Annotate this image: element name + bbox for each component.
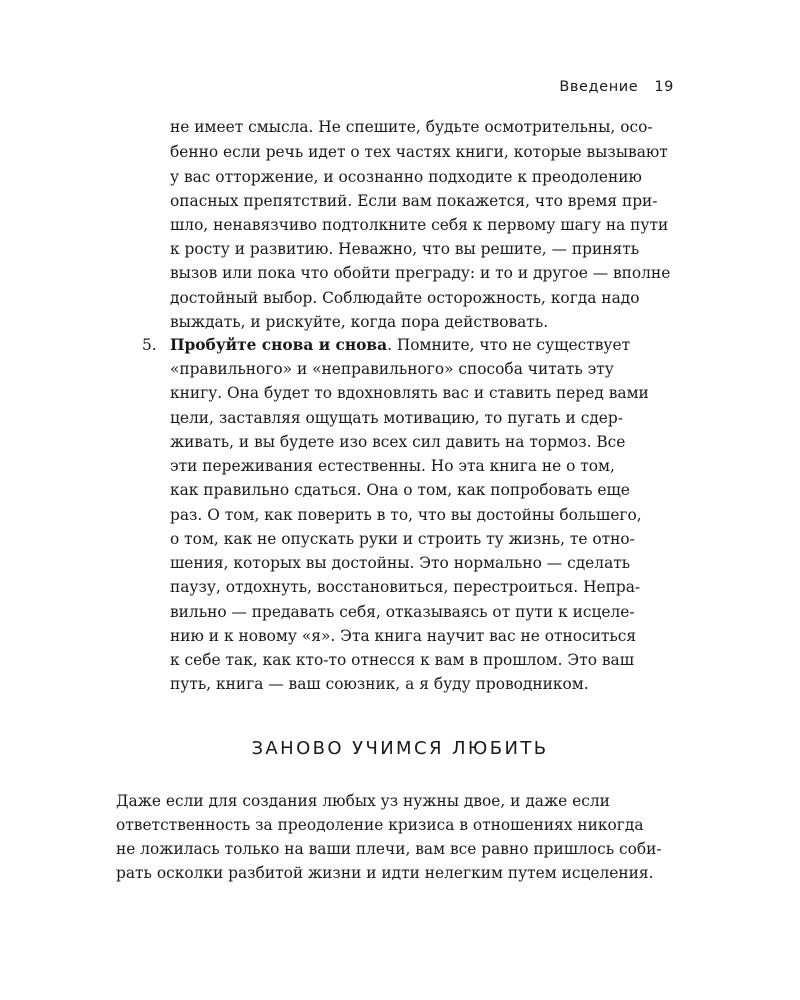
text-line: опасных препятствий. Если вам покажется, что время при- xyxy=(170,192,658,210)
text-line: «правильного» и «неправильного» способа читать эту xyxy=(170,360,614,378)
text-line: ответственность за преодоление кризиса в отношениях никогда xyxy=(116,816,644,834)
text-line: к себе так, как кто-то отнесся к вам в прошлом. Это ваш xyxy=(170,651,635,669)
text-line: цели, заставляя ощущать мотивацию, то пугать и сдер- xyxy=(170,409,623,427)
running-head xyxy=(559,79,674,95)
text-line: о том, как не опускать руки и строить ту жизнь, те отно- xyxy=(170,530,635,548)
text-line: не имеет смысла. Не спешите, будьте осмотрительны, осо- xyxy=(170,118,653,136)
text-line: книгу. Она будет то вдохновлять вас и ставить перед вами xyxy=(170,384,649,402)
text-line: бенно если речь идет о тех частях книги, которые вызывают xyxy=(170,143,668,161)
text-line: вильно — предавать себя, отказываясь от пути к исцеле- xyxy=(170,603,635,621)
text-line: рать осколки разбитой жизни и идти нелегким путем исцеления. xyxy=(116,864,654,882)
page-number: 19 xyxy=(654,79,674,95)
text-line: шения, которых вы достойны. Это нормально — сделать xyxy=(170,554,631,572)
text-line: Даже если для создания любых уз нужны двое, и даже если xyxy=(116,792,610,810)
text-line: достойный выбор. Соблюдайте осторожность, когда надо xyxy=(170,289,640,307)
text-line: раз. О том, как поверить в то, что вы достойны большего, xyxy=(170,506,642,524)
text-span: . Помните, что не существует xyxy=(387,336,631,354)
bold-lead: Пробуйте снова и снова xyxy=(170,336,388,354)
text-line: эти переживания естественны. Но эта книга не о том, xyxy=(170,457,615,475)
running-head-section: Введение xyxy=(559,79,639,95)
text-line: паузу, отдохнуть, восстановиться, перестроиться. Непра- xyxy=(170,578,641,596)
text-line: путь, книга — ваш союзник, а я буду проводником. xyxy=(170,675,589,693)
text-line: шло, ненавязчиво подтолкните себя к первому шагу на пути xyxy=(170,216,669,234)
text-line: не ложилась только на ваши плечи, вам все равно пришлось соби- xyxy=(116,840,662,858)
section-heading: ЗАНОВО УЧИМСЯ ЛЮБИТЬ xyxy=(251,738,549,759)
text-line: у вас отторжение, и осознанно подходите к преодолению xyxy=(170,168,642,186)
text-line: нию и к новому «я». Эта книга научит вас не относиться xyxy=(170,627,637,645)
text-line: к росту и развитию. Неважно, что вы решите, — принять xyxy=(170,240,640,258)
text-line: живать, и вы будете изо всех сил давить на тормоз. Все xyxy=(170,433,626,451)
text-line: выждать, и рискуйте, когда пора действовать. xyxy=(170,313,549,331)
text-line: вызов или пока что обойти преграду: и то и другое — вполне xyxy=(170,264,671,282)
list-number: 5. xyxy=(142,336,157,354)
text-line: как правильно сдаться. Она о том, как попробовать еще xyxy=(170,481,630,499)
text-line xyxy=(170,336,630,354)
